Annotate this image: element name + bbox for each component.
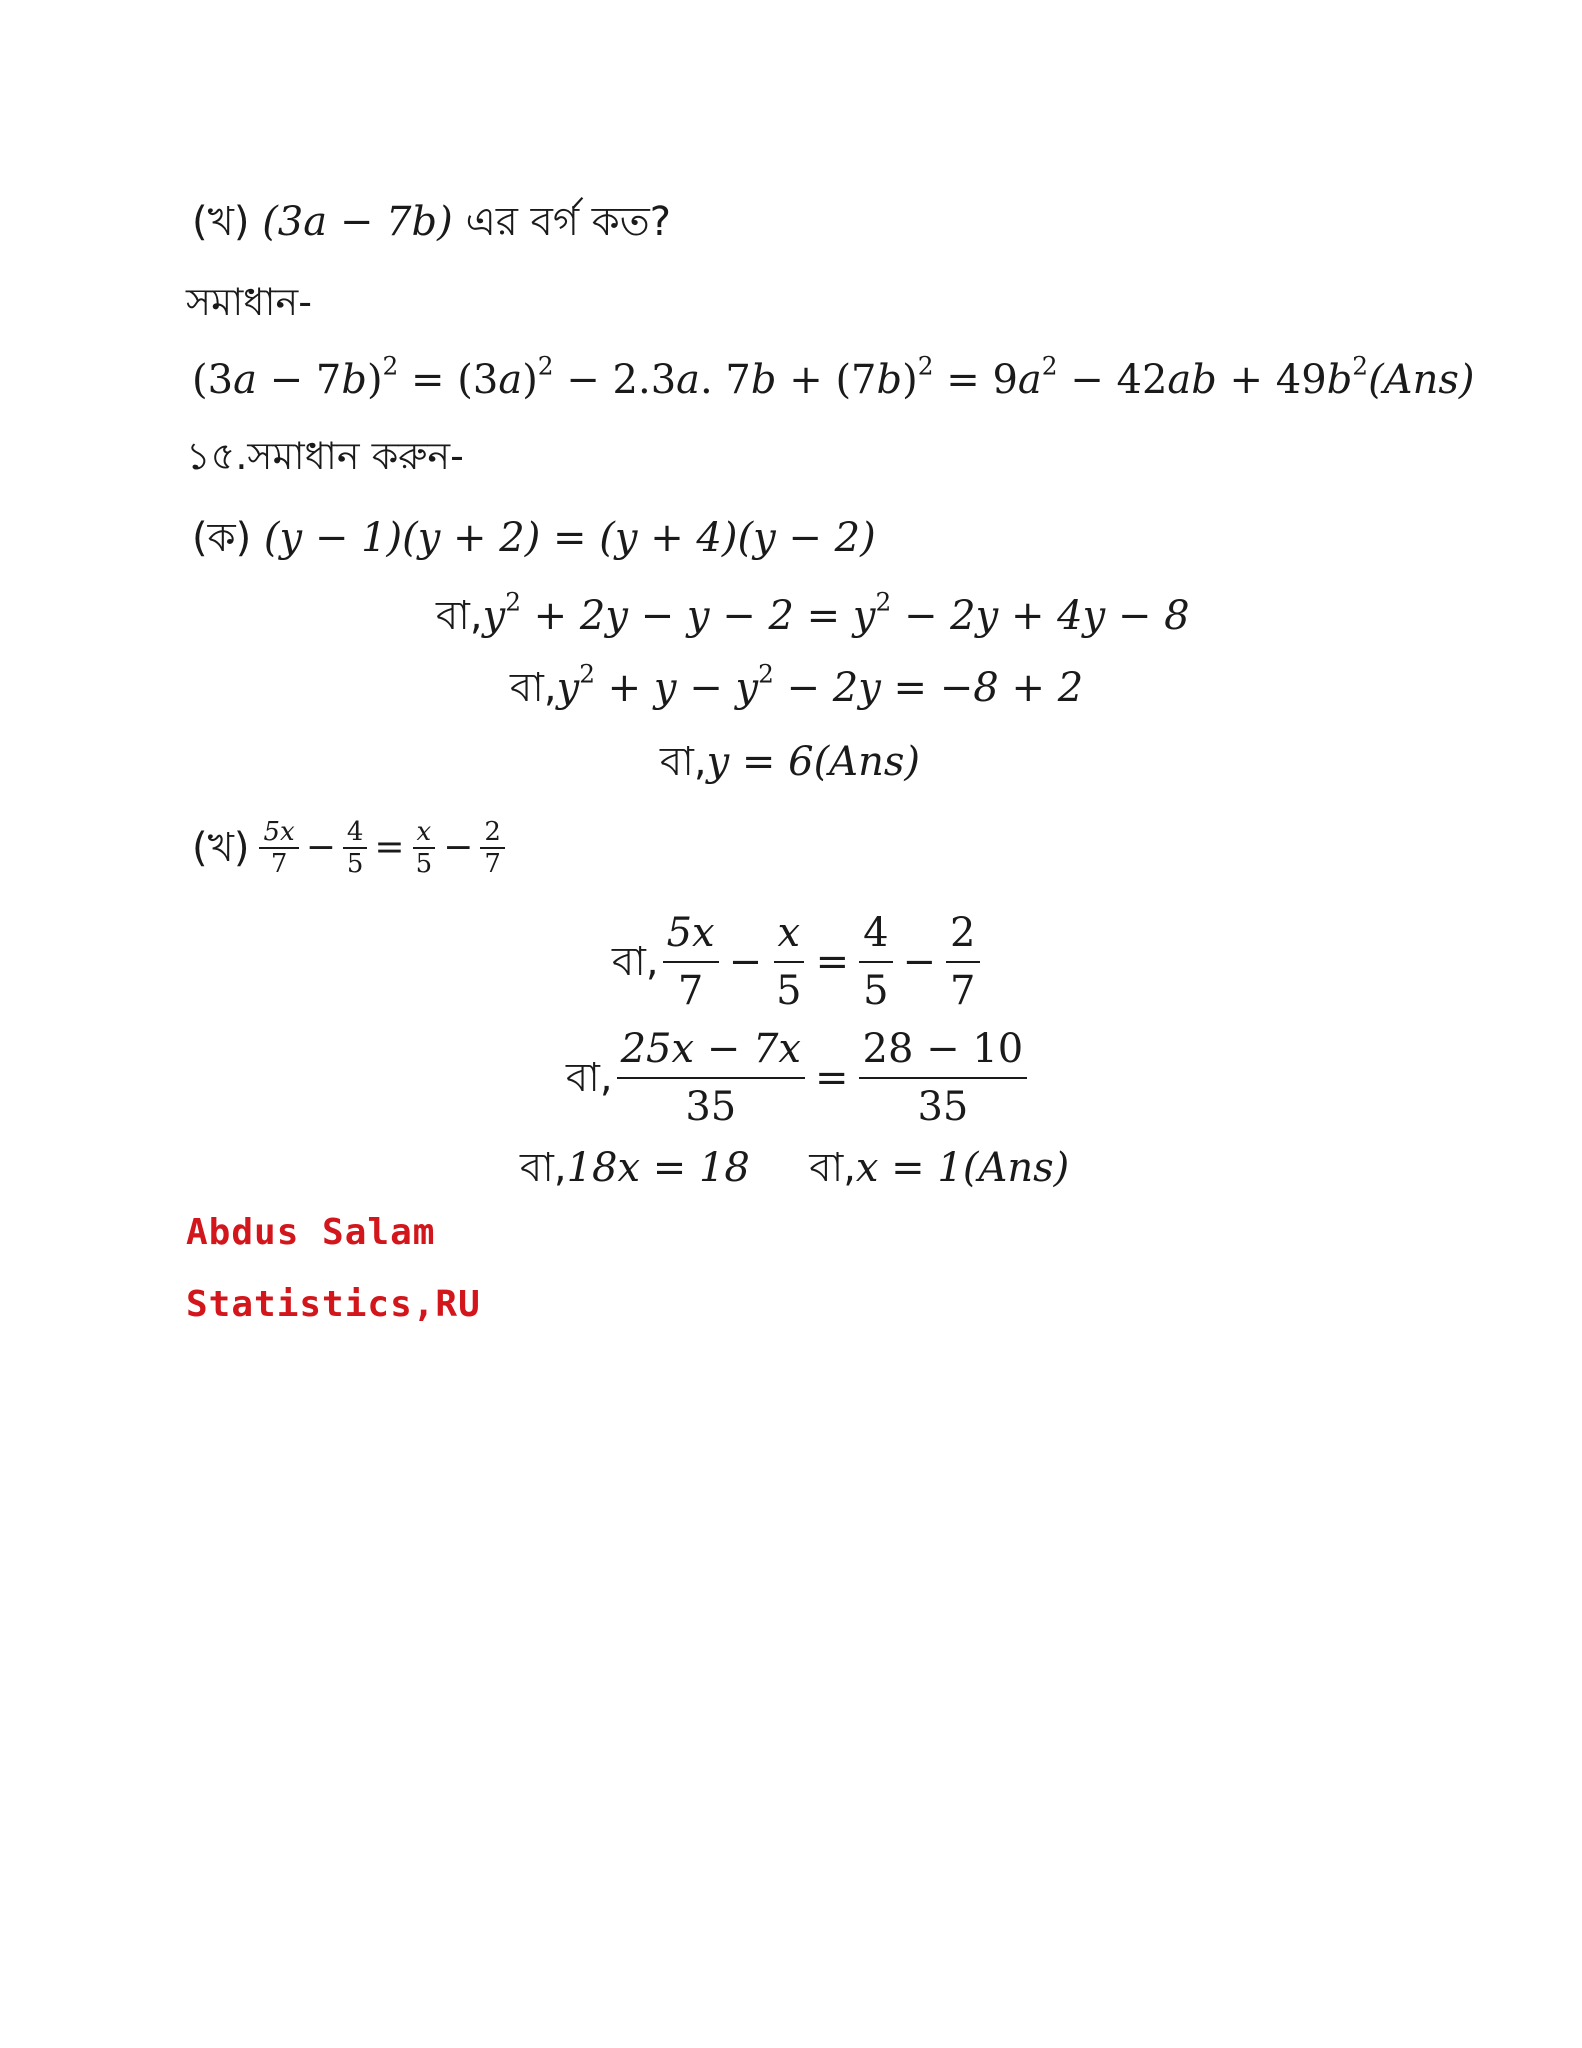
solution-heading: সমাধান- bbox=[186, 280, 312, 324]
signature-department: Statistics,RU bbox=[186, 1284, 481, 1325]
part-ka-equation: (ক) (y − 1)(y + 2) = (y + 4)(y − 2) bbox=[192, 515, 876, 561]
fraction: $\frac{x}{5}$ bbox=[412, 817, 437, 879]
fraction: $\frac{4}{5}$ bbox=[859, 905, 892, 1019]
question-expression: (3a − 7b) bbox=[262, 199, 453, 245]
fraction: $\frac{25x - 7x}{35}$ bbox=[617, 1021, 805, 1135]
square-solution-line: $(3a - 7b)^2 = (3a)^2 - 2.3a$. $7b + (7b)^2 = 9a^2 - 42ab + 49b^2(Ans)$ bbox=[192, 351, 1475, 403]
part-kha-step-3: বা,18x = 18 বা,x = 1(Ans) bbox=[520, 1145, 1070, 1191]
signature-name: Abdus Salam bbox=[186, 1212, 436, 1253]
part-kha-step-2: বা, $\frac{25x - 7x}{35}$ = $\frac{28 - 10}{35}$ bbox=[566, 1022, 1031, 1134]
fraction: $\frac{4}{5}$ bbox=[343, 817, 368, 879]
part-kha-equation: (খ) $\frac{5x}{7}$ − $\frac{4}{5}$ = $\frac{x}{5}$ − $\frac{2}{7}$ bbox=[192, 808, 509, 888]
part-ka-step-2: $বা,y^2 + y - y^2 - 2y = -8 + 2$ bbox=[510, 659, 1084, 711]
question-label: (খ) bbox=[192, 199, 250, 245]
fraction: $\frac{5x}{7}$ bbox=[259, 817, 298, 879]
part-kha-step-1: বা, $\frac{5x}{7}$ − $\frac{x}{5}$ = $\frac{4}{5}$ − $\frac{2}{7}$ bbox=[612, 906, 984, 1018]
fraction: $\frac{2}{7}$ bbox=[946, 905, 979, 1019]
fraction: $\frac{2}{7}$ bbox=[480, 817, 505, 879]
part-ka-step-1: $বা,y^2 + 2y - y - 2 = y^2 - 2y + 4y - 8$ bbox=[436, 587, 1190, 639]
part-ka-step-3: বা,y = 6(Ans) bbox=[660, 739, 920, 785]
fraction: $\frac{28 - 10}{35}$ bbox=[859, 1021, 1028, 1135]
question-kha bbox=[192, 196, 671, 248]
part-kha-label: (খ) bbox=[192, 825, 250, 871]
question-text: এর বর্গ কত? bbox=[465, 199, 672, 245]
fraction: $\frac{5x}{7}$ bbox=[663, 905, 719, 1019]
question-15-heading: ১৫.সমাধান করুন- bbox=[186, 434, 464, 478]
fraction: $\frac{x}{5}$ bbox=[772, 905, 805, 1019]
part-ka-label: (ক) bbox=[192, 515, 252, 561]
